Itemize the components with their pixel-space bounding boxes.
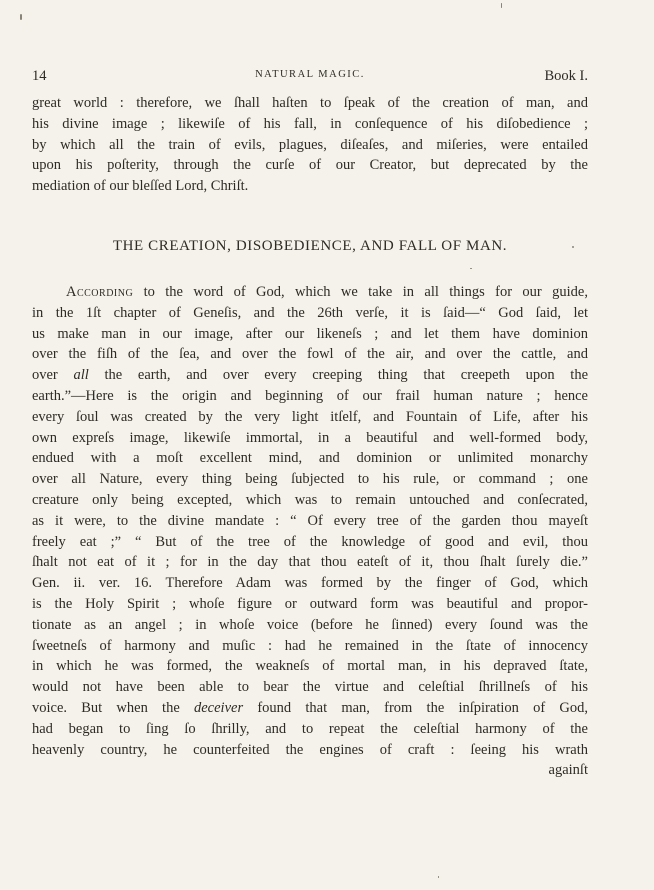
text-line: own expreſs image, likewiſe immortal, in a beautiful and well-formed body, <box>32 429 588 446</box>
text-line: upon his poſterity, through the curſe of our Creator, but deprecated by the <box>32 157 588 174</box>
running-header <box>32 68 588 88</box>
text-line <box>32 282 588 303</box>
text-line: by which all the train of evils, plagues, diſeaſes, and miſeries, were entailed <box>32 136 588 153</box>
text-line: heavenly country, he counterfeited the engines of craft : ſeeing his wrath <box>32 741 588 758</box>
running-title: NATURAL MAGIC. <box>255 69 365 80</box>
opening-small-caps: According <box>66 284 134 300</box>
text-line: endued with a moſt excellent mind, and dominion or unlimited monarchy <box>32 450 588 467</box>
text-line: his divine image ; likewiſe of his fall, in conſequence of his diſobedience ; <box>32 115 588 132</box>
italic-word: deceiver <box>193 699 244 716</box>
body-paragraph <box>32 282 588 781</box>
text-line: us make man in our image, after our likeneſs ; and let them have dominion <box>32 325 588 342</box>
text-line: would not have been able to bear the virtue and celeſtial ſhrillneſs of his <box>32 679 588 696</box>
book-label: Book I. <box>544 68 588 84</box>
page-blemish <box>438 876 439 878</box>
line-text: voice. But when the <box>32 699 194 716</box>
page-blemish <box>501 3 502 8</box>
text-line: ſweetneſs of harmony and muſic : had he remained in the ſtate of innocency <box>32 637 588 654</box>
text-line: creature only being excepted, which was to remain untouched and conſecrated, <box>32 491 588 508</box>
page-blemish <box>470 268 472 269</box>
text-line: is the Holy Spirit ; whoſe figure or outward form was beautiful and propor- <box>32 595 588 612</box>
text-line: ſhalt not eat of it ; for in the day that thou eateſt of it, thou ſhalt ſurely die.” <box>32 554 588 571</box>
text-line: had began to ſing ſo ſhrilly, and to repeat the celeſtial harmony of the <box>32 720 588 737</box>
text-line: every ſoul was created by the very light itſelf, and Fountain of Life, after his <box>32 408 588 425</box>
page-blemish <box>20 14 22 20</box>
intro-paragraph <box>32 93 588 197</box>
text-line <box>32 365 588 386</box>
text-line: Gen. ii. ver. 16. Therefore Adam was formed by the finger of God, which <box>32 575 588 592</box>
text-line: in which he was formed, the weakneſs of mortal man, in his depraved ſtate, <box>32 658 588 675</box>
text-line: in the 1ſt chapter of Geneſis, and the 26th verſe, it is ſaid—“ God ſaid, let <box>32 304 588 321</box>
line-text: to the word of God, which we take in all things for our guide, <box>133 284 588 300</box>
text-line: over all Nature, every thing being ſubjected to his rule, or command ; one <box>32 471 588 488</box>
catchword: againſt <box>548 762 588 779</box>
text-line: over the fiſh of the ſea, and over the fowl of the air, and over the cattle, and <box>32 346 588 363</box>
text-line: freely eat ;” “ But of the tree of the knowledge of good and evil, thou <box>32 533 588 550</box>
text-line: earth.”—Here is the origin and beginning of our frail human nature ; hence <box>32 387 588 404</box>
text-line: great world : therefore, we ſhall haſten to ſpeak of the creation of man, and <box>32 95 588 111</box>
text-line: tionate as an angel ; in whoſe voice (before he ſinned) every ſound was the <box>32 616 588 633</box>
line-text: the earth, and over every creeping thing that creepeth upon the <box>88 367 588 384</box>
text-line: mediation of our bleſſed Lord, Chriſt. <box>32 178 249 195</box>
line-text: found that man, from the inſpiration of God, <box>243 699 588 716</box>
italic-word: all <box>73 367 89 384</box>
page-number: 14 <box>32 68 47 84</box>
section-heading: THE CREATION, DISOBEDIENCE, AND FALL OF MAN. <box>112 238 508 254</box>
text-line: as it were, to the divine mandate : “ Of every tree of the garden thou mayeſt <box>32 512 588 529</box>
text-line <box>32 698 588 719</box>
line-text: over <box>32 367 74 384</box>
